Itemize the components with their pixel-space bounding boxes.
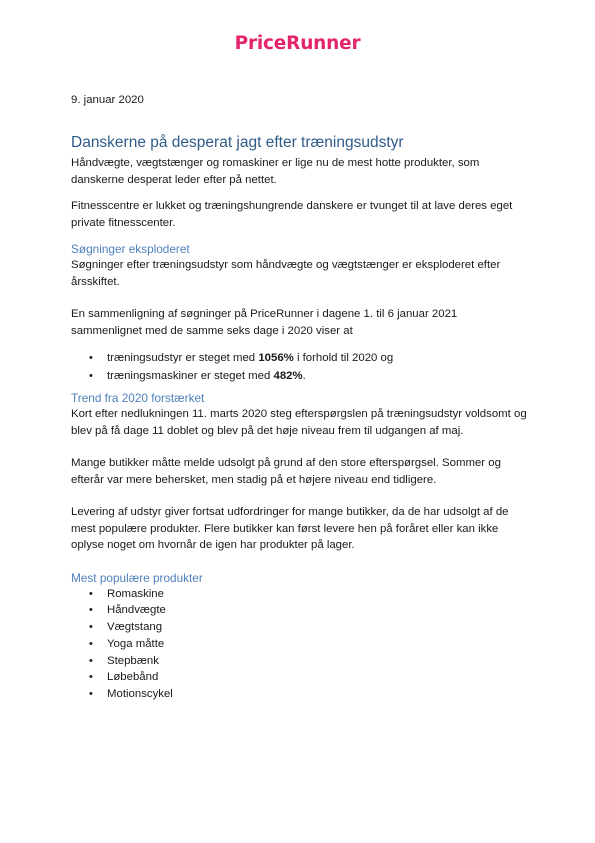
stats-list [71, 349, 531, 385]
intro-paragraph-2: Fitnesscentre er lukket og træningshungrende danskere er tvunget til at lave deres eget private fitnesscenter. [71, 200, 513, 229]
searches-paragraph-2: En sammenligning af søgninger på PriceRunner i dagene 1. til 6 januar 2021 sammenlignet med de samme seks dage i 2020 viser at [71, 308, 458, 337]
searches-paragraph-1: Søgninger efter træningsudstyr som håndvægte og vægtstænger er eksploderet efter årsskiftet. [71, 259, 501, 288]
list-item: • Stepbænk [71, 653, 531, 670]
stat-item: • træningsudstyr er steget med 1056% i forhold til 2020 og [71, 349, 531, 367]
document-date: 9. januar 2020 [71, 94, 144, 106]
stat-value: 1056% [258, 352, 294, 364]
section-heading-searches: Søgninger eksploderet [71, 242, 190, 256]
pricerunner-logo: PriceRunner [234, 33, 361, 54]
stat-value: 482% [273, 370, 303, 382]
list-item: • Håndvægte [71, 602, 531, 619]
list-item: • Motionscykel [71, 686, 531, 703]
section-heading-popular: Mest populære produkter [71, 570, 203, 585]
trend-paragraph-2: Mange butikker måtte melde udsolgt på grund af den store efterspørgsel. Sommer og efterår var mere behersket, men stadig på et højere niveau end tidligere. [71, 457, 501, 486]
stat-item: • træningsmaskiner er steget med 482%. [71, 367, 531, 385]
trend-paragraph-1: Kort efter nedlukningen 11. marts 2020 steg efterspørgslen på træningsudstyr voldsomt og blev på få dage 11 doblet og blev på det høje niveau frem til udgangen af maj. [71, 408, 527, 437]
trend-paragraph-3: Levering af udstyr giver fortsat udfordringer for mange butikker, da de har udsolgt af de mest populære produkter. Flere butikker kan først levere hen på foråret eller kan ikke oplyse noget om hvornår de igen har produkter på lager. [71, 506, 509, 551]
popular-products-list [71, 586, 531, 704]
list-item: • Løbebånd [71, 669, 531, 686]
section-heading-trend: Trend fra 2020 forstærket [71, 391, 205, 405]
document-body [71, 133, 531, 703]
list-item: • Yoga måtte [71, 636, 531, 653]
list-item: • Vægtstang [71, 619, 531, 636]
document-title: Danskerne på desperat jagt efter træningsudstyr [71, 134, 404, 151]
list-item: • Romaskine [71, 586, 531, 603]
intro-paragraph-1: Håndvægte, vægtstænger og romaskiner er lige nu de mest hotte produkter, som danskerne desperat leder efter på nettet. [71, 157, 480, 186]
